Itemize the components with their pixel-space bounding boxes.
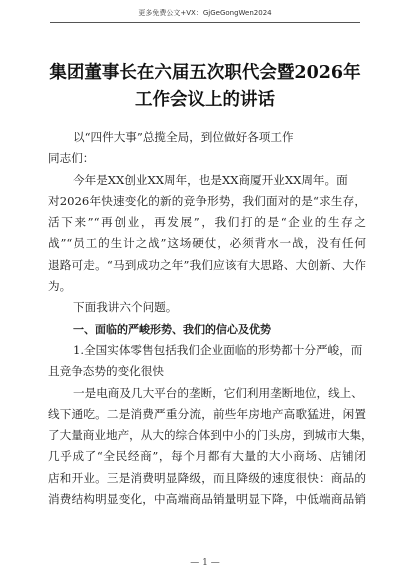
paragraph-line: 战”“员工的生计之战”这场硬仗，必须背水一战，没有任何 bbox=[48, 236, 366, 251]
paragraph-line: 活下来”“再创业，再发展”，我们打的是“企业的生存之 bbox=[48, 215, 366, 230]
subtitle-line: 以“四件大事”总揽全局，到位做好各项工作 bbox=[73, 130, 294, 144]
paragraph-line: 今年是XX创业XX周年，也是XX商厦开业XX周年。面 bbox=[73, 172, 348, 187]
page-number: — 1 — bbox=[190, 558, 220, 568]
paragraph-line: 消费结构明显变化，中高端商品销量明显下降，中低端商品销 bbox=[48, 492, 366, 507]
paragraph-line: 对2026年快速变化的新的竞争形势，我们面对的是“求生存， bbox=[48, 193, 366, 208]
header-note: 更多免费公文+VX：GjGeGongWen2024 bbox=[138, 9, 272, 17]
paragraph-line: 店和开业。三是消费明显降级，而且降级的速度很快：商品的 bbox=[48, 470, 366, 485]
section-heading: 一、面临的严峻形势、我们的信心及优势 bbox=[73, 322, 271, 336]
subsection-heading-line: 1.全国实体零售包括我们企业面临的形势都十分严峻，而 bbox=[73, 342, 363, 357]
document-body bbox=[48, 127, 373, 510]
subsection-heading-line: 且竞争态势的变化很快 bbox=[48, 364, 164, 379]
paragraph-line: 一是电商及几大平台的垄断，它们利用垄断地位，线上、 bbox=[73, 385, 363, 400]
header-divider bbox=[50, 22, 360, 23]
salutation: 同志们： bbox=[48, 151, 95, 166]
paragraph-line: 退路可走。“马到成功之年”我们应该有大思路、大创新、大作 bbox=[48, 257, 366, 272]
paragraph-line: 了大量商业地产，从大的综合体到中小的门头房，到城市大集， bbox=[48, 428, 373, 443]
paragraph-line: 下面我讲六个问题。 bbox=[73, 300, 178, 315]
paragraph-line: 线下通吃。二是消费严重分流，前些年房地产高歌猛进，闲置 bbox=[48, 406, 366, 421]
title-line-2: 工作会议上的讲话 bbox=[135, 90, 275, 110]
paragraph-line: 为。 bbox=[48, 279, 72, 294]
document-title bbox=[40, 60, 370, 114]
paragraph-line: 几乎成了“全民经商”，每个月都有大量的大小商场、店铺闭 bbox=[48, 449, 366, 464]
title-line-1: 集团董事长在六届五次职代会暨2026年 bbox=[49, 63, 361, 83]
